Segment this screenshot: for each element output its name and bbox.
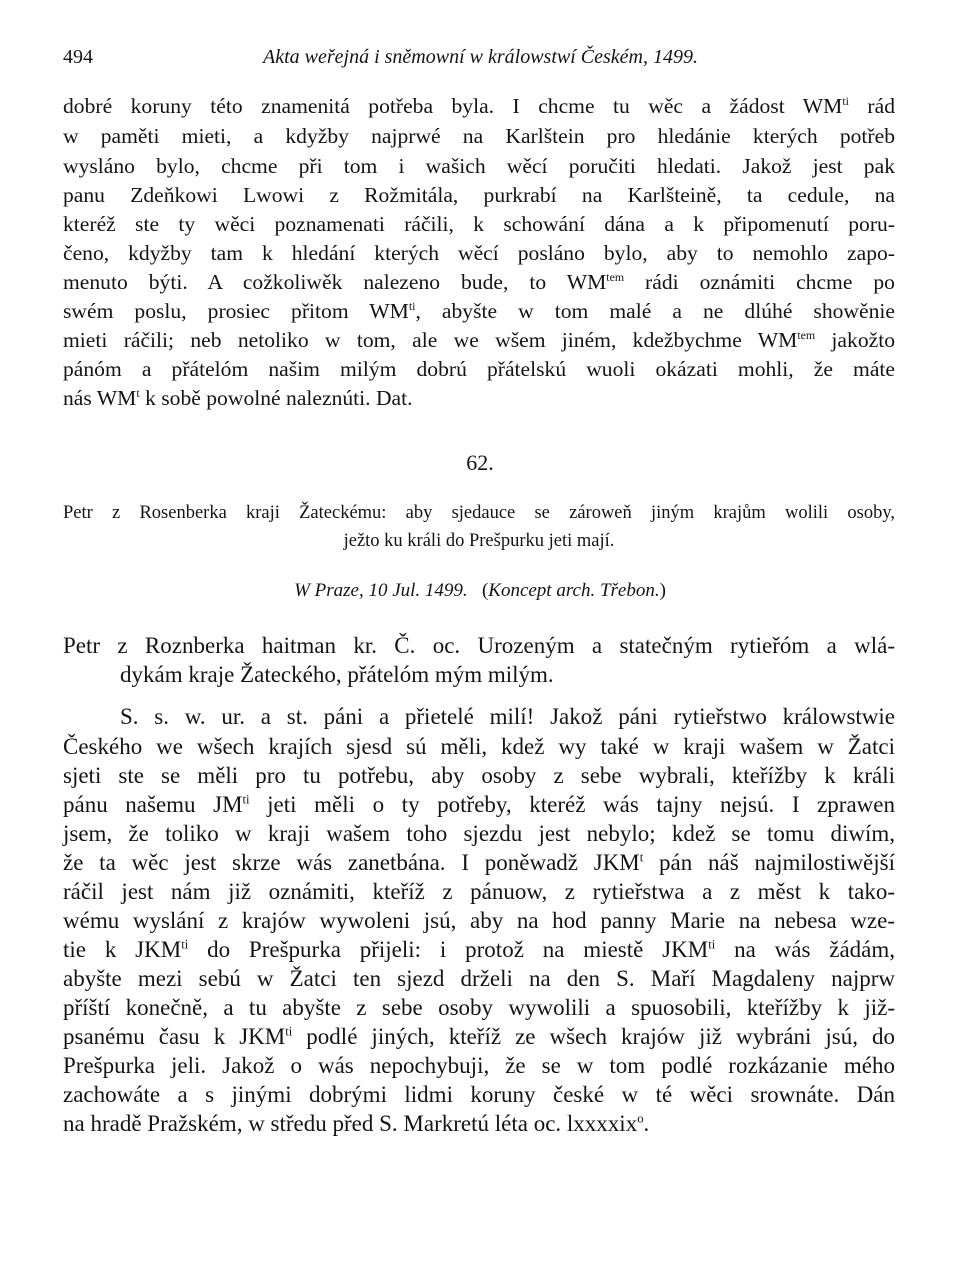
text-line: Českého we wšech krajích sjesd sú měli, kdež wy také w kraji wašem w Žatci (63, 734, 895, 759)
archive-source: Koncept arch. Třebon. (488, 580, 660, 601)
page-number: 494 (63, 46, 93, 68)
text-line: w paměti mieti, a kdyžby najprwé na Karlštein pro hledánie kterých potřeb (63, 124, 895, 148)
text-line: jsem, že toliko w kraji wašem toho sjezdu jest nebylo; kdež se tomu diwím, (63, 821, 895, 846)
text-line: čeno, kdyžby tam k hledání kterých wěcí posláno bylo, aby to nemohlo zapo- (63, 241, 895, 265)
text-line: zachowáte a s jinými dobrými lidmi koruny české w té wěci srownáte. Dán (63, 1082, 895, 1107)
address-line: dykám kraje Žateckého, přátelóm mým milým. (120, 662, 554, 687)
text-line: tie k $JKM^{ti}$ do Prešpurka přijeli: i protož na miestě $JKM^{ti}$ na wás žádám, (63, 937, 896, 962)
text-line: Prešpurka jeli. Jakož o wás nepochybuji, že se w tom podlé rozkázanie mého (63, 1053, 895, 1078)
text-line: sjeti ste se měli pro tu potřebu, aby osoby z sebe wybrali, kteřížby k králi (63, 763, 895, 788)
regest-line: ježto ku králi do Prešpurku jeti mají. (343, 531, 615, 551)
text-line: pánóm a přátelóm našim milým dobrú přátelskú wuoli okázati mohli, že máte (63, 357, 895, 381)
running-title: Akta weřejná i sněmowní w králowstwí Českém, 1499. (263, 46, 698, 68)
regest-line: Petr z Rosenberka kraji Žateckému: aby sjedauce se zároweň jiným krajům wolili osoby, (63, 503, 895, 523)
document-number: 62. (466, 450, 494, 475)
text-line: panu Zdeňkowi Lwowi z Rožmitála, purkrabí na Karlšteině, ta cedule, na (63, 183, 895, 207)
text-line: příští konečně, a tu abyšte z sebe osoby wywolili a spuosobili, kteřížby k již- (63, 995, 895, 1020)
text-line: psanému času k $JKM^{ti}$ podlé jiných, kteříž ze wšech krajów již wybráni jsú, do (63, 1024, 895, 1049)
text-line: abyšte mezi sebú w Žatci ten sjezd drželi na den S. Maří Magdaleny najprw (63, 966, 895, 991)
text-line: wému wyslání z krajów wywoleni jsú, aby na hod panny Marie na nebesa wze- (63, 908, 895, 933)
text-line: kteréž ste ty wěci poznamenati ráčili, k schowání dána a k připomenutí poru- (63, 212, 895, 236)
address-line: Petr z Roznberka haitman kr. Č. oc. Urozeným a statečným rytieřóm a wlá- (63, 633, 895, 658)
place-date: W Praze, 10 Jul. 1499. (294, 580, 468, 601)
text-line: mieti ráčili; neb netoliko w tom, ale we wšem jiném, kdežbychme $WM^{tem}$ jakožto (63, 327, 895, 352)
text-line: nás $WM^t$ k sobě powolné naleznúti. Dat. (63, 385, 413, 410)
text-line: menuto býti. A cožkoliwěk nalezeno bude, to $WM^{tem}$ rádi oznámiti chcme po (63, 269, 895, 294)
text-line: S. s. w. ur. a st. páni a přietelé milí! Jakož páni rytieřstwo králowstwie (120, 704, 895, 729)
page-header (63, 46, 898, 76)
text-line: ráčil jest nám již oznámiti, kteříž z pánuow, z rytieřstwa a z měst k tako- (63, 879, 895, 904)
text-line: swém poslu, prosiec přitom $WM^{ti}$, abyšte w tom malé a ne dlúhé showěnie (63, 298, 895, 323)
text-line: dobré koruny této znamenitá potřeba byla. I chcme tu wěc a žádost $WM^{ti}$ rád (63, 93, 895, 118)
text-line: že ta wěc jest skrze wás zanetbána. I poněwadž JKM$^t$ pán náš najmilostiwější (63, 850, 895, 875)
text-line: na hradě Pražském, w středu před S. Markretú léta oc. lxxxxix$^o$. (63, 1111, 650, 1136)
dateline: W Praze, 10 Jul. 1499. (Koncept arch. Třebon.) (294, 580, 666, 601)
text-line: wysláno bylo, chcme při tom i wašich wěcí poručiti hledati. Jakož jest pak (63, 154, 895, 178)
text-line: pánu našemu $JM^{ti}$ jeti měli o ty potřeby, kteréž wás tajny nejsú. I zprawen (63, 792, 895, 817)
